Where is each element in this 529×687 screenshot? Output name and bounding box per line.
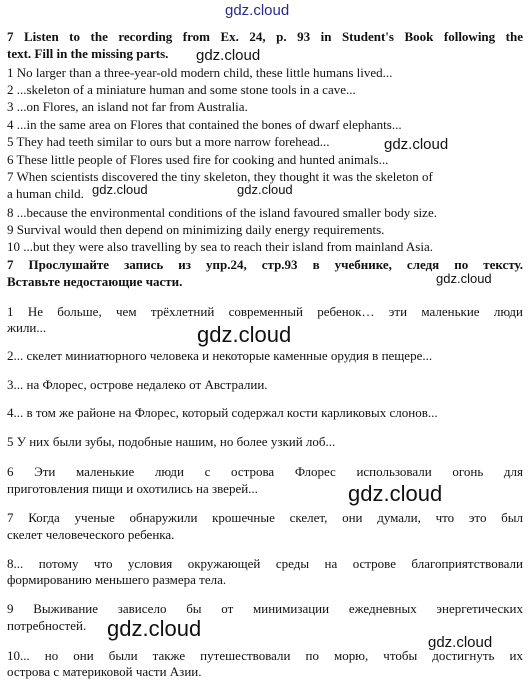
answer-line-en: 10 ...but they were also travelling by sea to reach their island from mainland Asia.: [7, 239, 433, 254]
answer-line-en: 5 They had teeth similar to ours but a more narrow forehead...: [7, 134, 330, 149]
answer-line-en: 3 ...on Flores, an island not far from Australia.: [7, 99, 248, 114]
answer-line-en: 4 ...in the same area on Flores that contained the bones of dwarf elephants...: [7, 117, 402, 132]
exercise-heading-ru: Вставьте недостающие части.: [7, 274, 183, 289]
answer-line-ru: приготовления пищи и охотились на зверей...: [7, 481, 258, 496]
answer-line-ru: формированию меньшего размера тела.: [7, 572, 227, 587]
exercise-heading-ru: 7 Прослушайте запись из упр.24, стр.93 в учебнике, следя по тексту.: [7, 257, 523, 272]
answer-line-ru: острова с материковой части Азии.: [7, 664, 202, 679]
watermark: gdz.cloud: [92, 182, 148, 197]
watermark: gdz.cloud: [196, 47, 261, 64]
watermark: gdz.cloud: [384, 136, 449, 153]
answer-line-en: 2 ...skeleton of a miniature human and some stone tools in a cave...: [7, 82, 356, 97]
answer-line-ru: 9 Выживание зависело бы от минимизации ежедневных энергетических: [7, 601, 523, 616]
watermark: gdz.cloud: [428, 634, 493, 651]
answer-line-ru: 2... скелет миниатюрного человека и некоторые каменные орудия в пещере...: [7, 348, 433, 363]
answer-line-ru: 3... на Флорес, острове недалеко от Австралии.: [7, 377, 268, 392]
answer-line-ru: 8... потому что условия окружающей среды на острове благоприятствовали: [7, 556, 523, 571]
watermark: gdz.cloud: [197, 322, 292, 347]
watermark: gdz.cloud: [107, 616, 202, 641]
answer-line-ru: 10... но они были также путешествовали по морю, чтобы достигнуть их: [7, 648, 523, 663]
answer-line-ru: 6 Эти маленькие люди с острова Флорес использовали огонь для: [7, 464, 523, 479]
exercise-heading-en: 7 Listen to the recording from Ex. 24, p. 93 in Student's Book following the: [7, 29, 523, 44]
answer-line-en: 7 When scientists discovered the tiny skeleton, they thought it was the skeleton of: [7, 169, 433, 184]
watermark: gdz.cloud: [237, 182, 293, 197]
watermark: gdz.cloud: [348, 481, 443, 506]
answer-line-ru: скелет человеческого ребенка.: [7, 527, 175, 542]
answer-line-ru: 4... в том же районе на Флорес, который содержал кости карликовых слонов...: [7, 405, 438, 420]
watermark-top: gdz.cloud: [225, 2, 290, 19]
watermark: gdz.cloud: [436, 271, 492, 286]
answer-line-en: 9 Survival would then depend on minimizing daily energy requirements.: [7, 222, 385, 237]
exercise-heading-en: text. Fill in the missing parts.: [7, 46, 169, 61]
answer-line-ru: жили...: [7, 320, 47, 335]
answer-line-en: 6 These little people of Flores used fire for cooking and hunted animals...: [7, 152, 389, 167]
answer-line-en: 8 ...because the environmental conditions of the island favoured smaller body size.: [7, 205, 437, 220]
answer-line-ru: 7 Когда ученые обнаружили крошечные скелет, они думали, что это был: [7, 510, 523, 525]
answer-line-ru: 1 Не больше, чем трёхлетний современный ребенок… эти маленькие люди: [7, 304, 523, 319]
answer-line-ru: 5 У них были зубы, подобные нашим, но более узкий лоб...: [7, 434, 336, 449]
answer-line-ru: потребностей.: [7, 618, 87, 633]
answer-line-en: a human child.: [7, 186, 84, 201]
answer-line-en: 1 No larger than a three-year-old modern child, these little humans lived...: [7, 65, 393, 80]
